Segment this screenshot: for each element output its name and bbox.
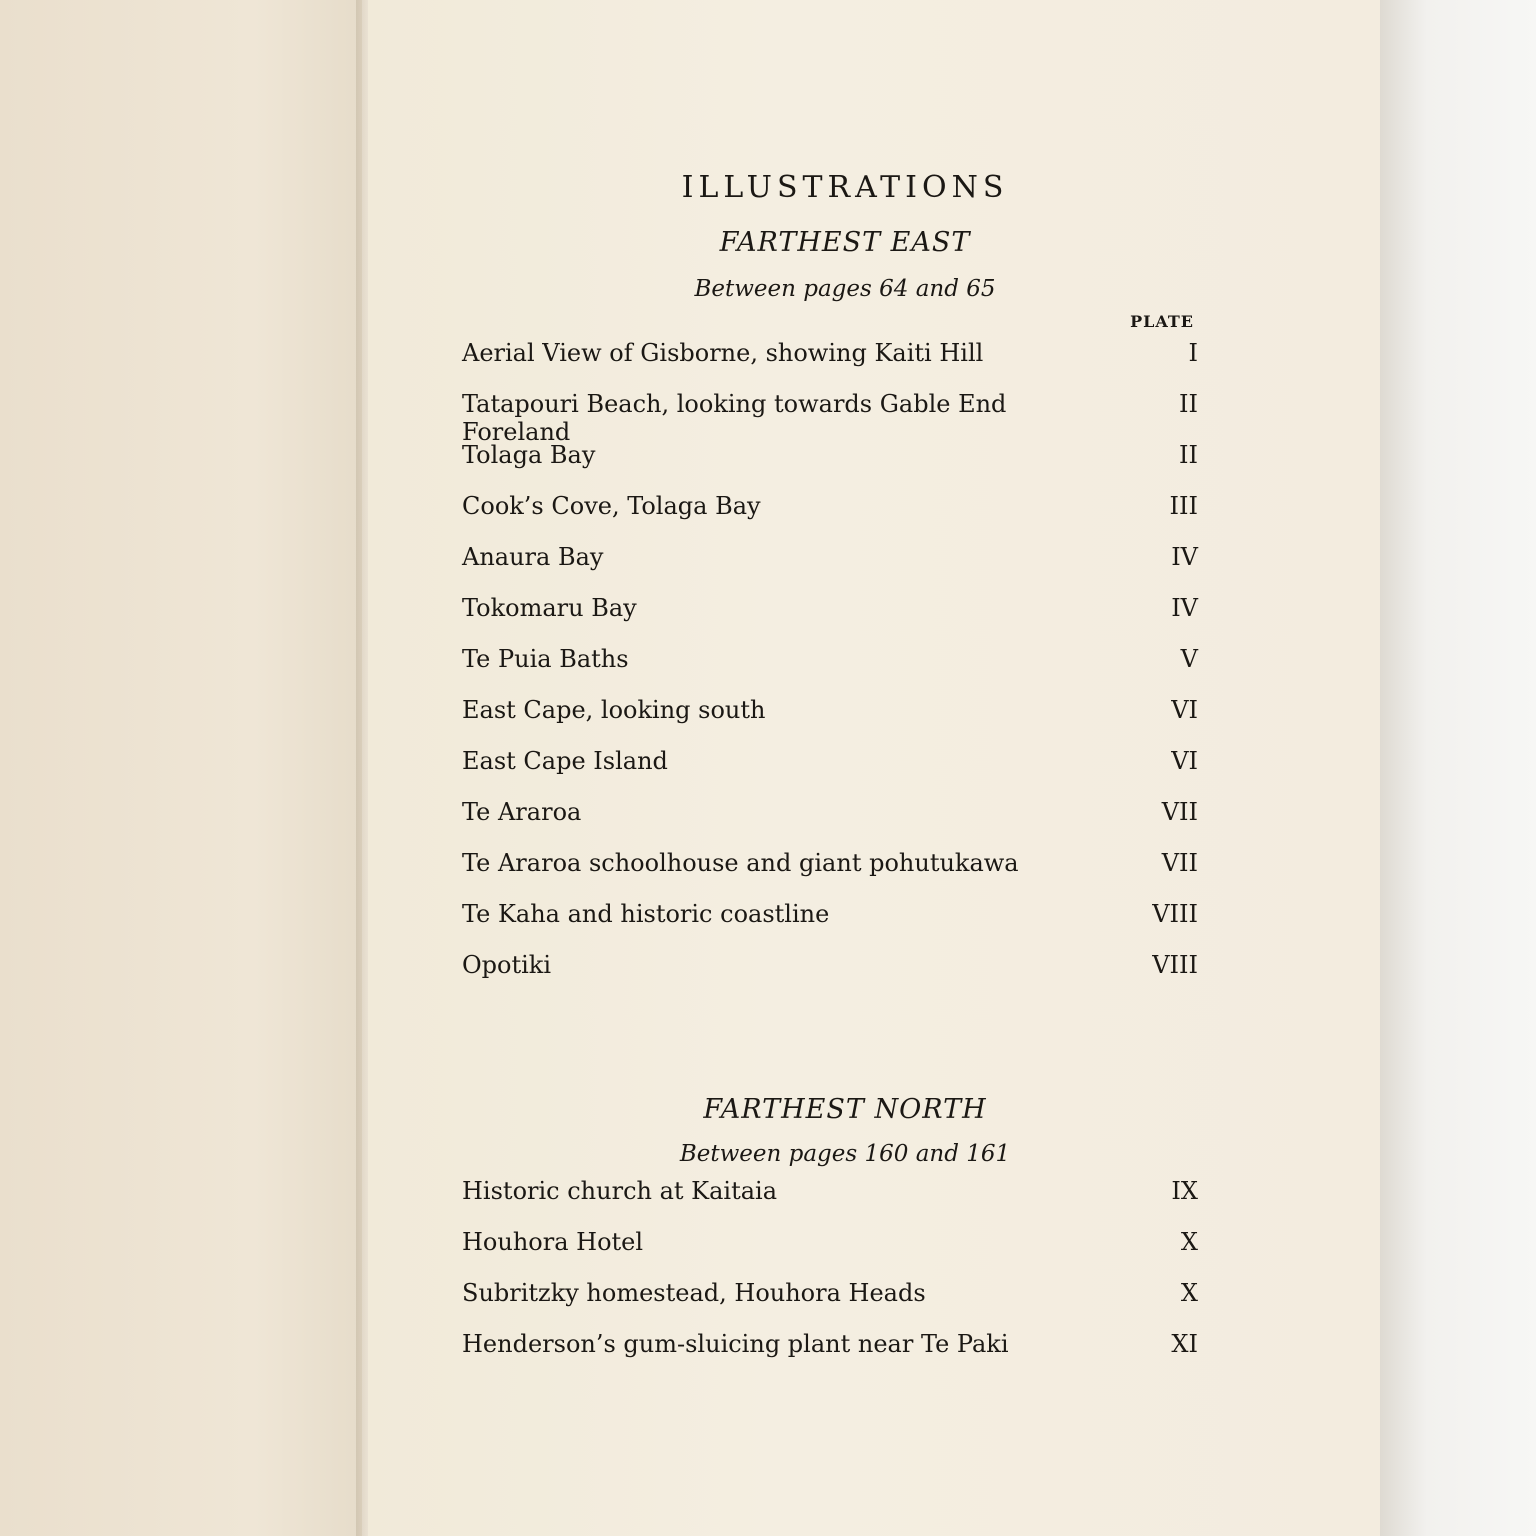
list-item xyxy=(440,543,1220,594)
entry-plate: III xyxy=(1169,492,1198,520)
list-item xyxy=(440,747,1220,798)
list-item xyxy=(440,798,1220,849)
entry-plate: VII xyxy=(1161,849,1198,877)
entry-title: Te Kaha and historic coastline xyxy=(462,900,830,928)
list-item xyxy=(440,492,1220,543)
background-surface xyxy=(1380,0,1536,1536)
entry-title: Anaura Bay xyxy=(462,543,604,571)
entry-plate: IV xyxy=(1171,594,1198,622)
entry-title: Tolaga Bay xyxy=(462,441,596,469)
section-farthest-east xyxy=(440,227,1220,1002)
entry-title: Te Puia Baths xyxy=(462,645,629,673)
list-item xyxy=(440,645,1220,696)
entry-plate: I xyxy=(1188,339,1198,367)
list-item xyxy=(440,441,1220,492)
entry-plate: VII xyxy=(1161,798,1198,826)
entry-title: East Cape Island xyxy=(462,747,668,775)
section-pages-note: Between pages 64 and 65 xyxy=(694,276,996,302)
section-pages-note: Between pages 160 and 161 xyxy=(679,1141,1011,1167)
illustrations-list xyxy=(440,170,1220,1381)
entry-title: Te Araroa xyxy=(462,798,582,826)
entry-plate: IV xyxy=(1171,543,1198,571)
entry-plate: VI xyxy=(1171,696,1198,724)
entry-title: Henderson’s gum-sluicing plant near Te Paki xyxy=(462,1330,1009,1358)
list-item xyxy=(440,1330,1220,1381)
entry-plate: II xyxy=(1179,441,1198,469)
list-item xyxy=(440,951,1220,1002)
entry-plate: XI xyxy=(1171,1330,1198,1358)
entry-plate: II xyxy=(1179,390,1198,418)
section-title: FARTHEST NORTH xyxy=(703,1094,987,1125)
entry-plate: X xyxy=(1180,1279,1198,1307)
entry-plate: VIII xyxy=(1152,900,1198,928)
list-item xyxy=(440,339,1220,390)
entry-title: Houhora Hotel xyxy=(462,1228,644,1256)
entry-plate: X xyxy=(1180,1228,1198,1256)
entry-title: Historic church at Kaitaia xyxy=(462,1177,778,1205)
section-title: FARTHEST EAST xyxy=(719,227,971,258)
list-item xyxy=(440,1228,1220,1279)
section-spacer xyxy=(440,1002,1220,1094)
list-item xyxy=(440,1279,1220,1330)
entry-plate: IX xyxy=(1171,1177,1198,1205)
entry-plate: V xyxy=(1180,645,1198,673)
list-item xyxy=(440,900,1220,951)
entry-title: Te Araroa schoolhouse and giant pohutukawa xyxy=(462,849,1019,877)
entry-title: Subritzky homestead, Houhora Heads xyxy=(462,1279,926,1307)
list-item xyxy=(440,696,1220,747)
entry-title: Tatapouri Beach, looking towards Gable End Foreland xyxy=(462,390,1007,446)
list-item xyxy=(440,1177,1220,1228)
left-page xyxy=(0,0,362,1536)
list-item xyxy=(440,849,1220,900)
list-item xyxy=(440,594,1220,645)
entry-title: Cook’s Cove, Tolaga Bay xyxy=(462,492,761,520)
entry-title: Opotiki xyxy=(462,951,552,979)
entry-title: Tokomaru Bay xyxy=(462,594,637,622)
plate-column-header: PLATE xyxy=(1130,312,1194,331)
list-item xyxy=(440,390,1220,446)
entry-title: Aerial View of Gisborne, showing Kaiti Hill xyxy=(462,339,984,367)
section-farthest-north xyxy=(440,1094,1220,1381)
page-heading: ILLUSTRATIONS xyxy=(681,170,1009,205)
entry-title: East Cape, looking south xyxy=(462,696,766,724)
entry-plate: VI xyxy=(1171,747,1198,775)
entry-plate: VIII xyxy=(1152,951,1198,979)
